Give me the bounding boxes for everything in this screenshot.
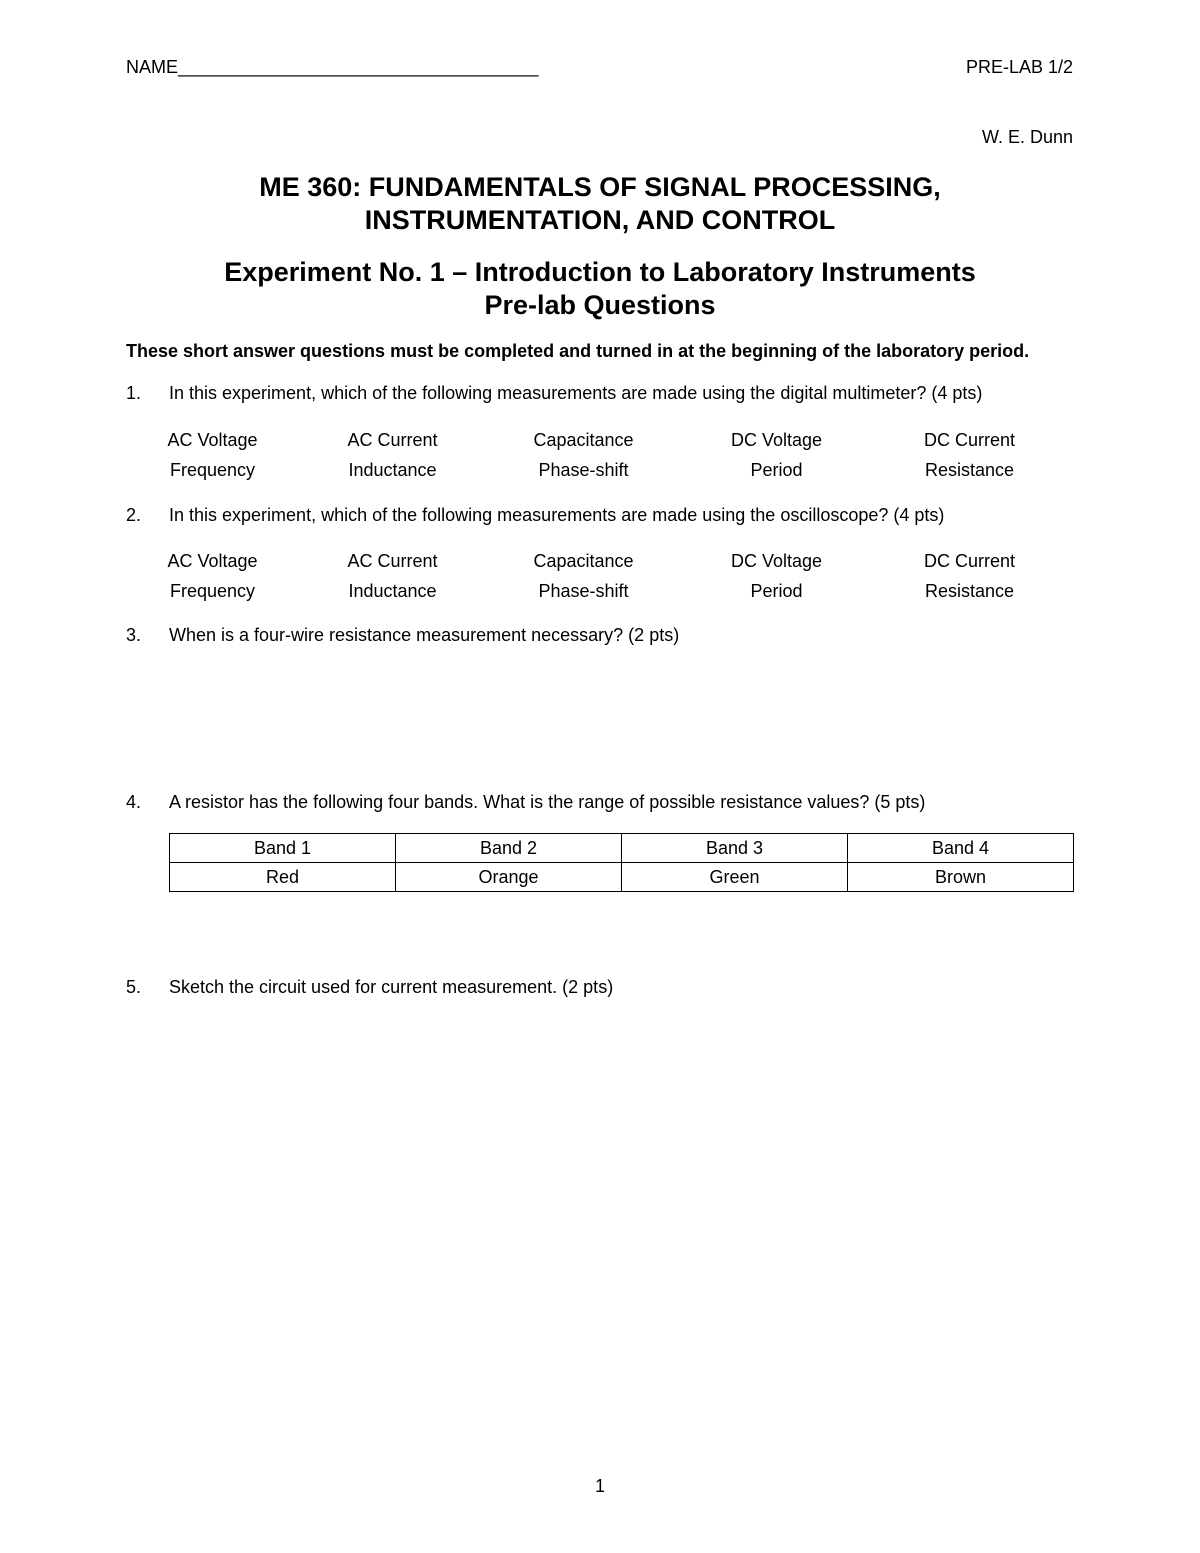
- options-row: [130, 455, 1090, 485]
- question-text: Sketch the circuit used for current measurement. (2 pts): [169, 977, 614, 997]
- question-2: [126, 505, 944, 526]
- prelab-page-label: PRE-LAB 1/2: [965, 57, 1073, 77]
- option-frequency[interactable]: Frequency: [169, 459, 256, 480]
- band-header: Band 4: [848, 834, 1074, 863]
- options-row: [130, 576, 1090, 606]
- band-header: Band 1: [170, 834, 396, 863]
- option-ac-current[interactable]: AC Current: [347, 429, 438, 450]
- question-text: When is a four-wire resistance measurement necessary? (2 pts): [169, 625, 680, 645]
- option-dc-current[interactable]: DC Current: [923, 550, 1016, 571]
- band-header: Band 3: [622, 834, 848, 863]
- band-color: Brown: [848, 863, 1074, 892]
- question-number: 2.: [126, 505, 142, 525]
- question-4: [126, 792, 925, 813]
- option-capacitance[interactable]: Capacitance: [533, 429, 634, 450]
- course-title-line2: INSTRUMENTATION, AND CONTROL: [364, 205, 836, 235]
- name-field-label: NAME____________________________________: [126, 57, 539, 77]
- question-number: 5.: [126, 977, 142, 997]
- author: W. E. Dunn: [981, 127, 1073, 147]
- prelab-heading: Pre-lab Questions: [484, 290, 716, 320]
- question-text: In this experiment, which of the following measurements are made using the oscilloscope? (4 pts): [169, 505, 945, 525]
- question-1-options: [130, 425, 1090, 485]
- option-inductance[interactable]: Inductance: [348, 459, 437, 480]
- table-row: [170, 834, 1074, 863]
- option-phase-shift[interactable]: Phase-shift: [538, 459, 629, 480]
- option-capacitance[interactable]: Capacitance: [533, 550, 634, 571]
- table-row: [170, 863, 1074, 892]
- options-row: [130, 425, 1090, 455]
- options-row: [130, 546, 1090, 576]
- question-number: 3.: [126, 625, 142, 645]
- resistor-band-table: [169, 833, 1074, 892]
- question-3: [126, 625, 679, 646]
- band-color: Red: [170, 863, 396, 892]
- option-ac-voltage[interactable]: AC Voltage: [167, 429, 258, 450]
- question-number: 1.: [126, 383, 142, 403]
- experiment-title: Experiment No. 1 – Introduction to Laboratory Instruments: [224, 257, 976, 287]
- band-color: Orange: [396, 863, 622, 892]
- question-2-options: [130, 546, 1090, 606]
- question-text: In this experiment, which of the following measurements are made using the digital multimeter? (4 pts): [169, 383, 983, 403]
- course-title-line1: ME 360: FUNDAMENTALS OF SIGNAL PROCESSING,: [259, 172, 941, 202]
- option-inductance[interactable]: Inductance: [348, 580, 437, 601]
- option-period[interactable]: Period: [750, 459, 803, 480]
- question-1: [126, 383, 982, 404]
- option-resistance[interactable]: Resistance: [924, 580, 1015, 601]
- option-ac-voltage[interactable]: AC Voltage: [167, 550, 258, 571]
- band-header: Band 2: [396, 834, 622, 863]
- instructions: These short answer questions must be completed and turned in at the beginning of the laboratory period.: [126, 341, 1030, 361]
- option-ac-current[interactable]: AC Current: [347, 550, 438, 571]
- option-dc-voltage[interactable]: DC Voltage: [730, 429, 823, 450]
- question-5: [126, 977, 613, 998]
- option-frequency[interactable]: Frequency: [169, 580, 256, 601]
- option-period[interactable]: Period: [750, 580, 803, 601]
- option-dc-voltage[interactable]: DC Voltage: [730, 550, 823, 571]
- question-text: A resistor has the following four bands. What is the range of possible resistance values? (5 pts): [169, 792, 926, 812]
- band-color: Green: [622, 863, 848, 892]
- option-dc-current[interactable]: DC Current: [923, 429, 1016, 450]
- option-resistance[interactable]: Resistance: [924, 459, 1015, 480]
- page-number: 1: [594, 1476, 605, 1496]
- option-phase-shift[interactable]: Phase-shift: [538, 580, 629, 601]
- question-number: 4.: [126, 792, 142, 812]
